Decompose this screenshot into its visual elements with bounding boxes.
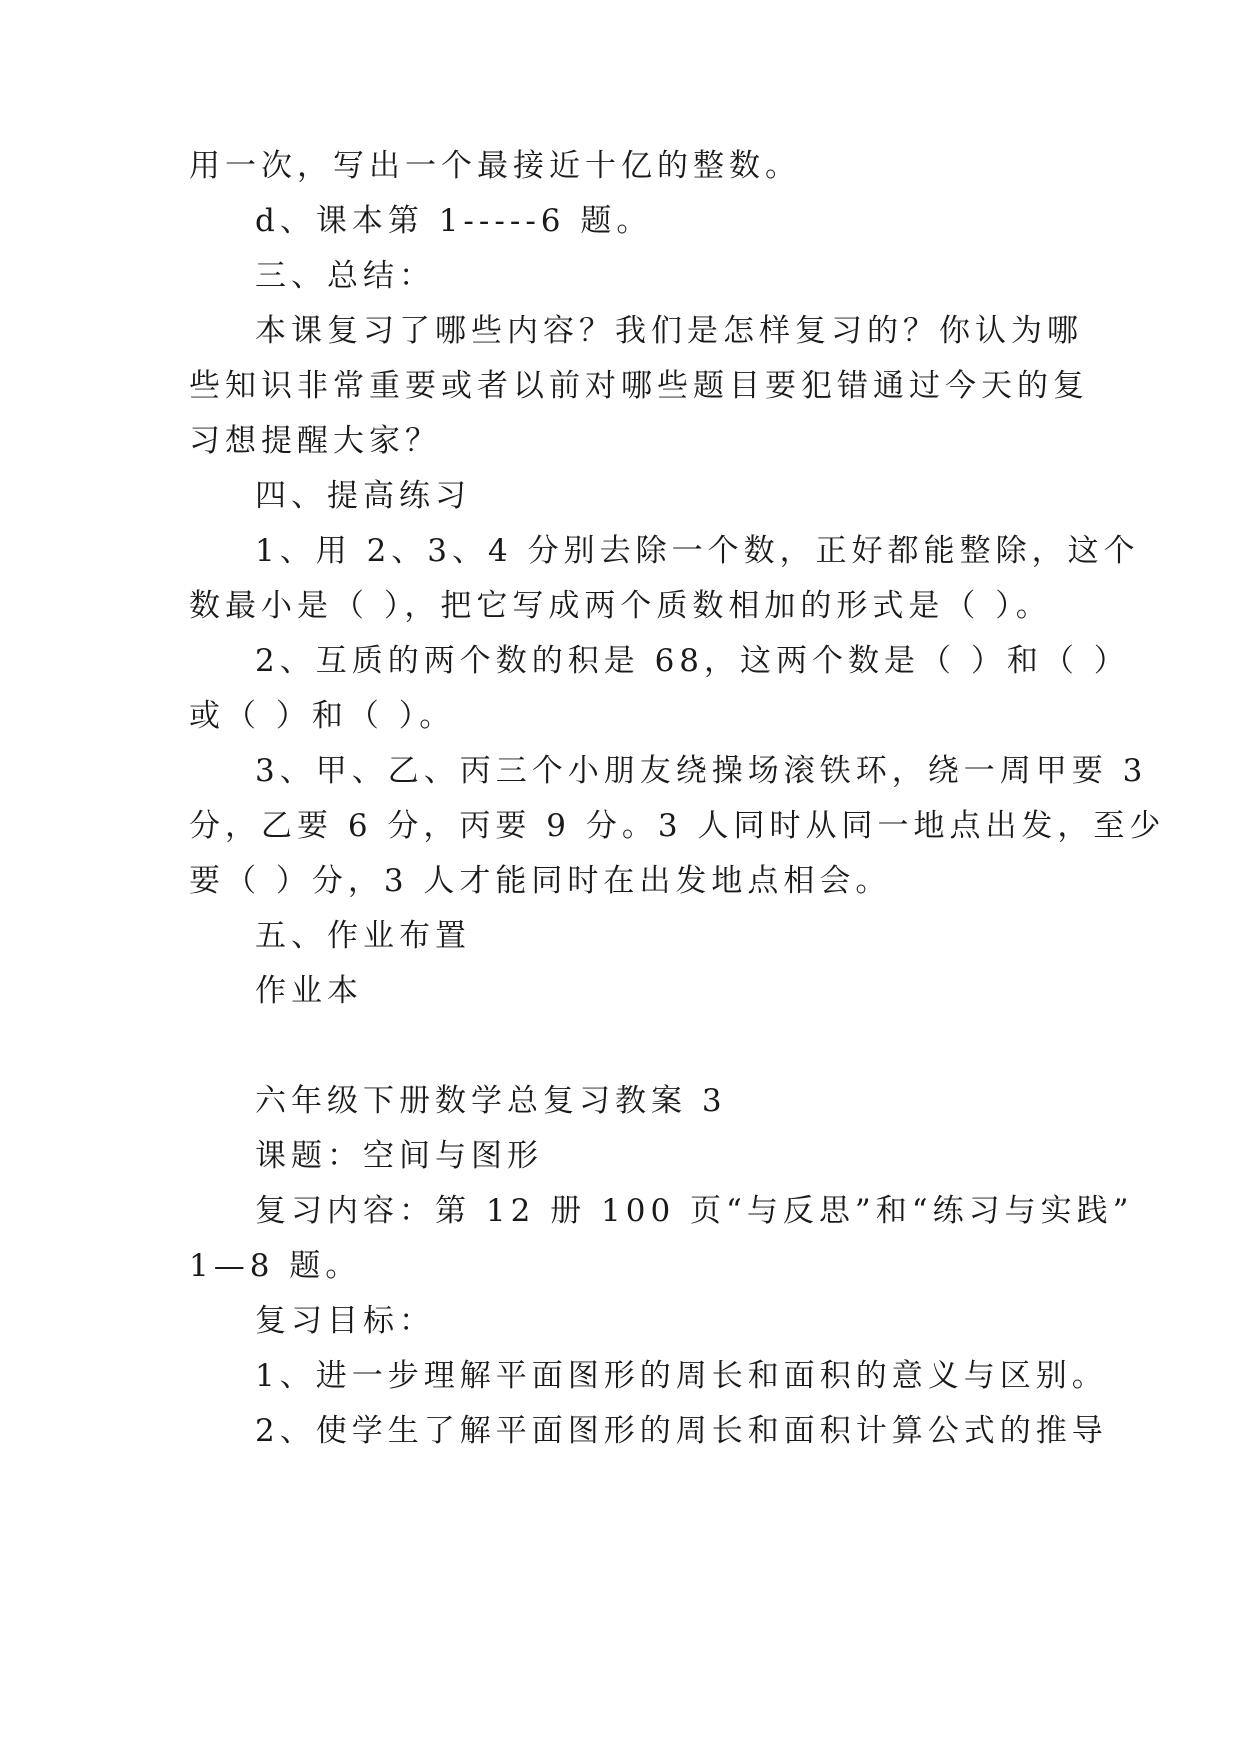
text-line: 用一次，写出一个最接近十亿的整数。 [189,148,801,184]
text-line: 3、甲、乙、丙三个小朋友绕操场滚铁环，绕一周甲要 3 [255,753,1148,789]
text-line: 2、互质的两个数的积是 68，这两个数是（ ）和（ ） [255,643,1130,679]
text-line: 习想提醒大家？ [189,423,441,459]
text-line: 或（ ）和（ ）。 [189,698,456,734]
text-line: d、课本第 1-----6 题。 [255,203,653,239]
section-heading: 五、作业布置 [255,918,471,954]
text-line: 作业本 [255,973,363,1009]
text-line: 1、进一步理解平面图形的周长和面积的意义与区别。 [255,1358,1108,1394]
text-line: 1—8 题。 [189,1248,362,1284]
document-title: 六年级下册数学总复习教案 3 [255,1083,727,1119]
section-heading: 三、总结： [255,258,435,294]
text-line: 复习内容：第 12 册 100 页“与反思”和“练习与实践” [255,1193,1134,1229]
text-line: 1、用 2、3、4 分别去除一个数，正好都能整除，这个 [255,533,1140,569]
text-line: 数最小是（ ），把它写成两个质数相加的形式是（ ）。 [189,588,1052,624]
section-heading: 复习目标： [255,1303,435,1339]
text-line: 要（ ）分，3 人才能同时在出发地点相会。 [189,863,892,899]
text-line: 2、使学生了解平面图形的周长和面积计算公式的推导 [255,1413,1108,1449]
section-heading: 四、提高练习 [255,478,471,514]
text-line: 课题：空间与图形 [255,1138,543,1174]
text-line: 本课复习了哪些内容？我们是怎样复习的？你认为哪 [255,313,1083,349]
text-line: 些知识非常重要或者以前对哪些题目要犯错通过今天的复 [189,368,1089,404]
text-line: 分，乙要 6 分，丙要 9 分。3 人同时从同一地点出发，至少 [189,808,1166,844]
